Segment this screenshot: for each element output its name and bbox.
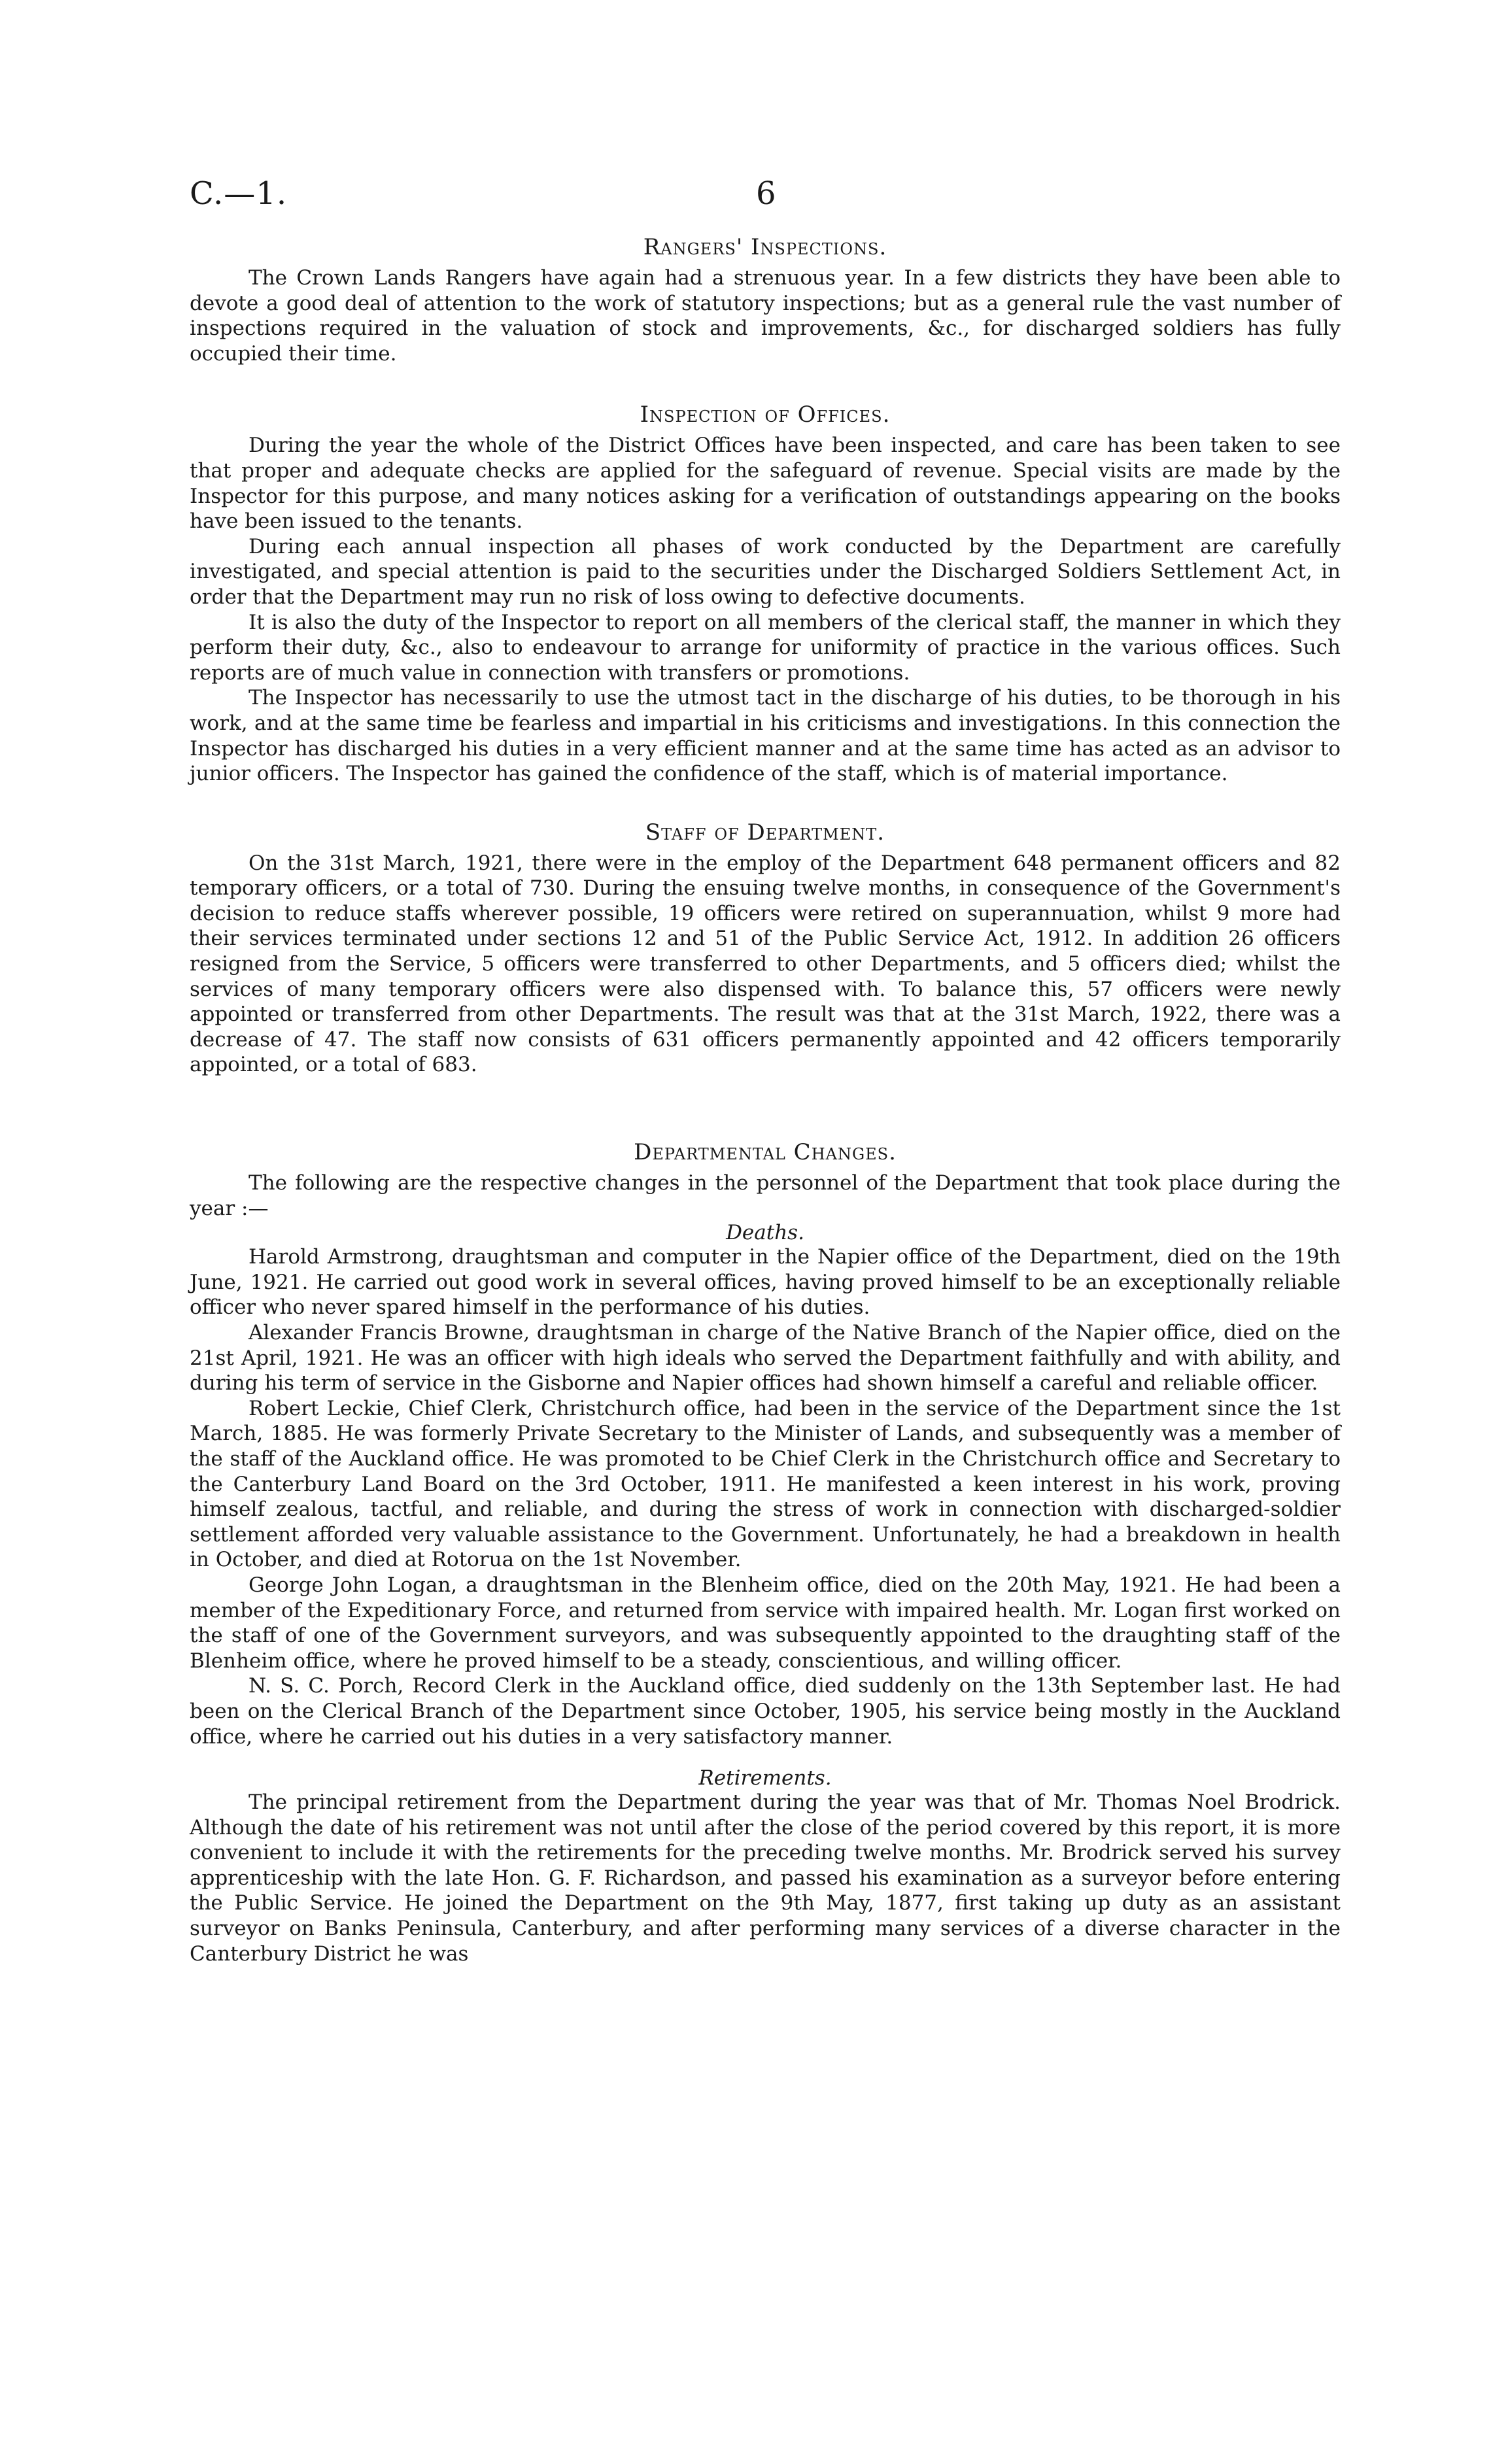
subsection-heading: Deaths. (726, 1221, 804, 1245)
section-heading: Staff of Department. (645, 819, 885, 846)
section-heading: Rangers' Inspections. (643, 234, 887, 260)
page-body (190, 234, 1341, 1966)
paragraph: Harold Armstrong, draughtsman and computer in the Napier office of the Department, died on the 19th June, 1921. He carried out good work in several offices, having proved himself to be an exceptionally reliable officer who never spared himself in the performance of his duties. (190, 1245, 1341, 1320)
subsection-retirements (190, 1766, 1341, 1966)
section-departmental-changes (190, 1139, 1341, 1966)
paragraph: The following are the respective changes in the personnel of the Department that took place during the year :— (190, 1171, 1341, 1220)
section-rangers-inspections (190, 234, 1341, 366)
paragraph: On the 31st March, 1921, there were in the employ of the Department 648 permanent officers and 82 temporary officers, or a total of 730. During the ensuing twelve months, in consequence of the Government's decision to reduce staffs wherever possible, 19 officers were retired on superannuation, whilst 9 more had their services terminated under sections 12 and 51 of the Public Service Act, 1912. In addition 26 officers resigned from the Service, 5 officers were transferred to other Departments, and 5 officers died; whilst the services of many temporary officers were also dispensed with. To balance this, 57 officers were newly appointed or transferred from other Departments. The result was that at the 31st March, 1922, there was a decrease of 47. The staff now consists of 631 officers permanently appointed and 42 officers temporarily appointed, or a total of 683. (190, 851, 1341, 1077)
paragraph: The Inspector has necessarily to use the utmost tact in the discharge of his duties, to be thorough in his work, and at the same time be fearless and impartial in his criticisms and investigations. In this connection the Inspector has discharged his duties in a very efficient manner and at the same time has acted as an advisor to junior officers. The Inspector has gained the confidence of the staff, which is of material importance. (190, 686, 1341, 786)
document-code: C.—1. (190, 175, 288, 212)
paragraph: George John Logan, a draughtsman in the Blenheim office, died on the 20th May, 1921. He had been a member of the Expeditionary Force, and returned from service with impaired health. Mr. Logan first worked on the staff of one of the Government surveyors, and was subsequently appointed to the draughting staff of the Blenheim office, where he proved himself to be a steady, conscientious, and willing officer. (190, 1573, 1341, 1673)
paragraph: Alexander Francis Browne, draughtsman in charge of the Native Branch of the Napier office, died on the 21st April, 1921. He was an officer with high ideals who served the Department faithfully and with ability, and during his term of service in the Gisborne and Napier offices had shown himself a careful and reliable officer. (190, 1321, 1341, 1395)
paragraph: N. S. C. Porch, Record Clerk in the Auckland office, died suddenly on the 13th September last. He had been on the Clerical Branch of the Department since October, 1905, his service being mostly in the Auckland office, where he carried out his duties in a very satisfactory manner. (190, 1674, 1341, 1749)
paragraph: It is also the duty of the Inspector to report on all members of the clerical staff, the manner in which they perform their duty, &c., also to endeavour to arrange for uniformity of practice in the various offices. Such reports are of much value in connection with transfers or promotions. (190, 610, 1341, 685)
paragraph: During each annual inspection all phases of work conducted by the Department are carefully investigated, and special attention is paid to the securities under the Discharged Soldiers Settlement Act, in order that the Department may run no risk of loss owing to defective documents. (190, 534, 1341, 609)
paragraph: The principal retirement from the Department during the year was that of Mr. Thomas Noel Brodrick. Although the date of his retirement was not until after the close of the period covered by this report, it is more convenient to include it with the retirements for the preceding twelve months. Mr. Brodrick served his survey apprenticeship with the late Hon. G. F. Richardson, and passed his examination as a surveyor before entering the Public Service. He joined the Department on the 9th May, 1877, first taking up duty as an assistant surveyor on Banks Peninsula, Canterbury, and after performing many services of a diverse character in the Canterbury District he was (190, 1790, 1341, 1966)
page-number: 6 (756, 175, 776, 212)
section-heading: Inspection of Offices. (640, 402, 891, 428)
subsection-heading: Retirements. (698, 1766, 832, 1790)
section-staff-of-department (190, 819, 1341, 1078)
section-inspection-of-offices (190, 402, 1341, 786)
subsection-deaths (190, 1221, 1341, 1749)
section-heading: Departmental Changes. (634, 1139, 897, 1166)
paragraph: Robert Leckie, Chief Clerk, Christchurch office, had been in the service of the Department since the 1st March, 1885. He was formerly Private Secretary to the Minister of Lands, and subsequently was a member of the staff of the Auckland office. He was promoted to be Chief Clerk in the Christchurch office and Secretary to the Canterbury Land Board on the 3rd October, 1911. He manifested a keen interest in his work, proving himself zealous, tactful, and reliable, and during the stress of work in connection with discharged-soldier settlement afforded very valuable assistance to the Government. Unfortunately, he had a breakdown in health in October, and died at Rotorua on the 1st November. (190, 1396, 1341, 1572)
paragraph: During the year the whole of the District Offices have been inspected, and care has been taken to see that proper and adequate checks are applied for the safeguard of revenue. Special visits are made by the Inspector for this purpose, and many notices asking for a verification of outstandings appearing on the books have been issued to the tenants. (190, 434, 1341, 534)
paragraph: The Crown Lands Rangers have again had a strenuous year. In a few districts they have been able to devote a good deal of attention to the work of statutory inspections; but as a general rule the vast number of inspections required in the valuation of stock and improvements, &c., for discharged soldiers has fully occupied their time. (190, 266, 1341, 366)
